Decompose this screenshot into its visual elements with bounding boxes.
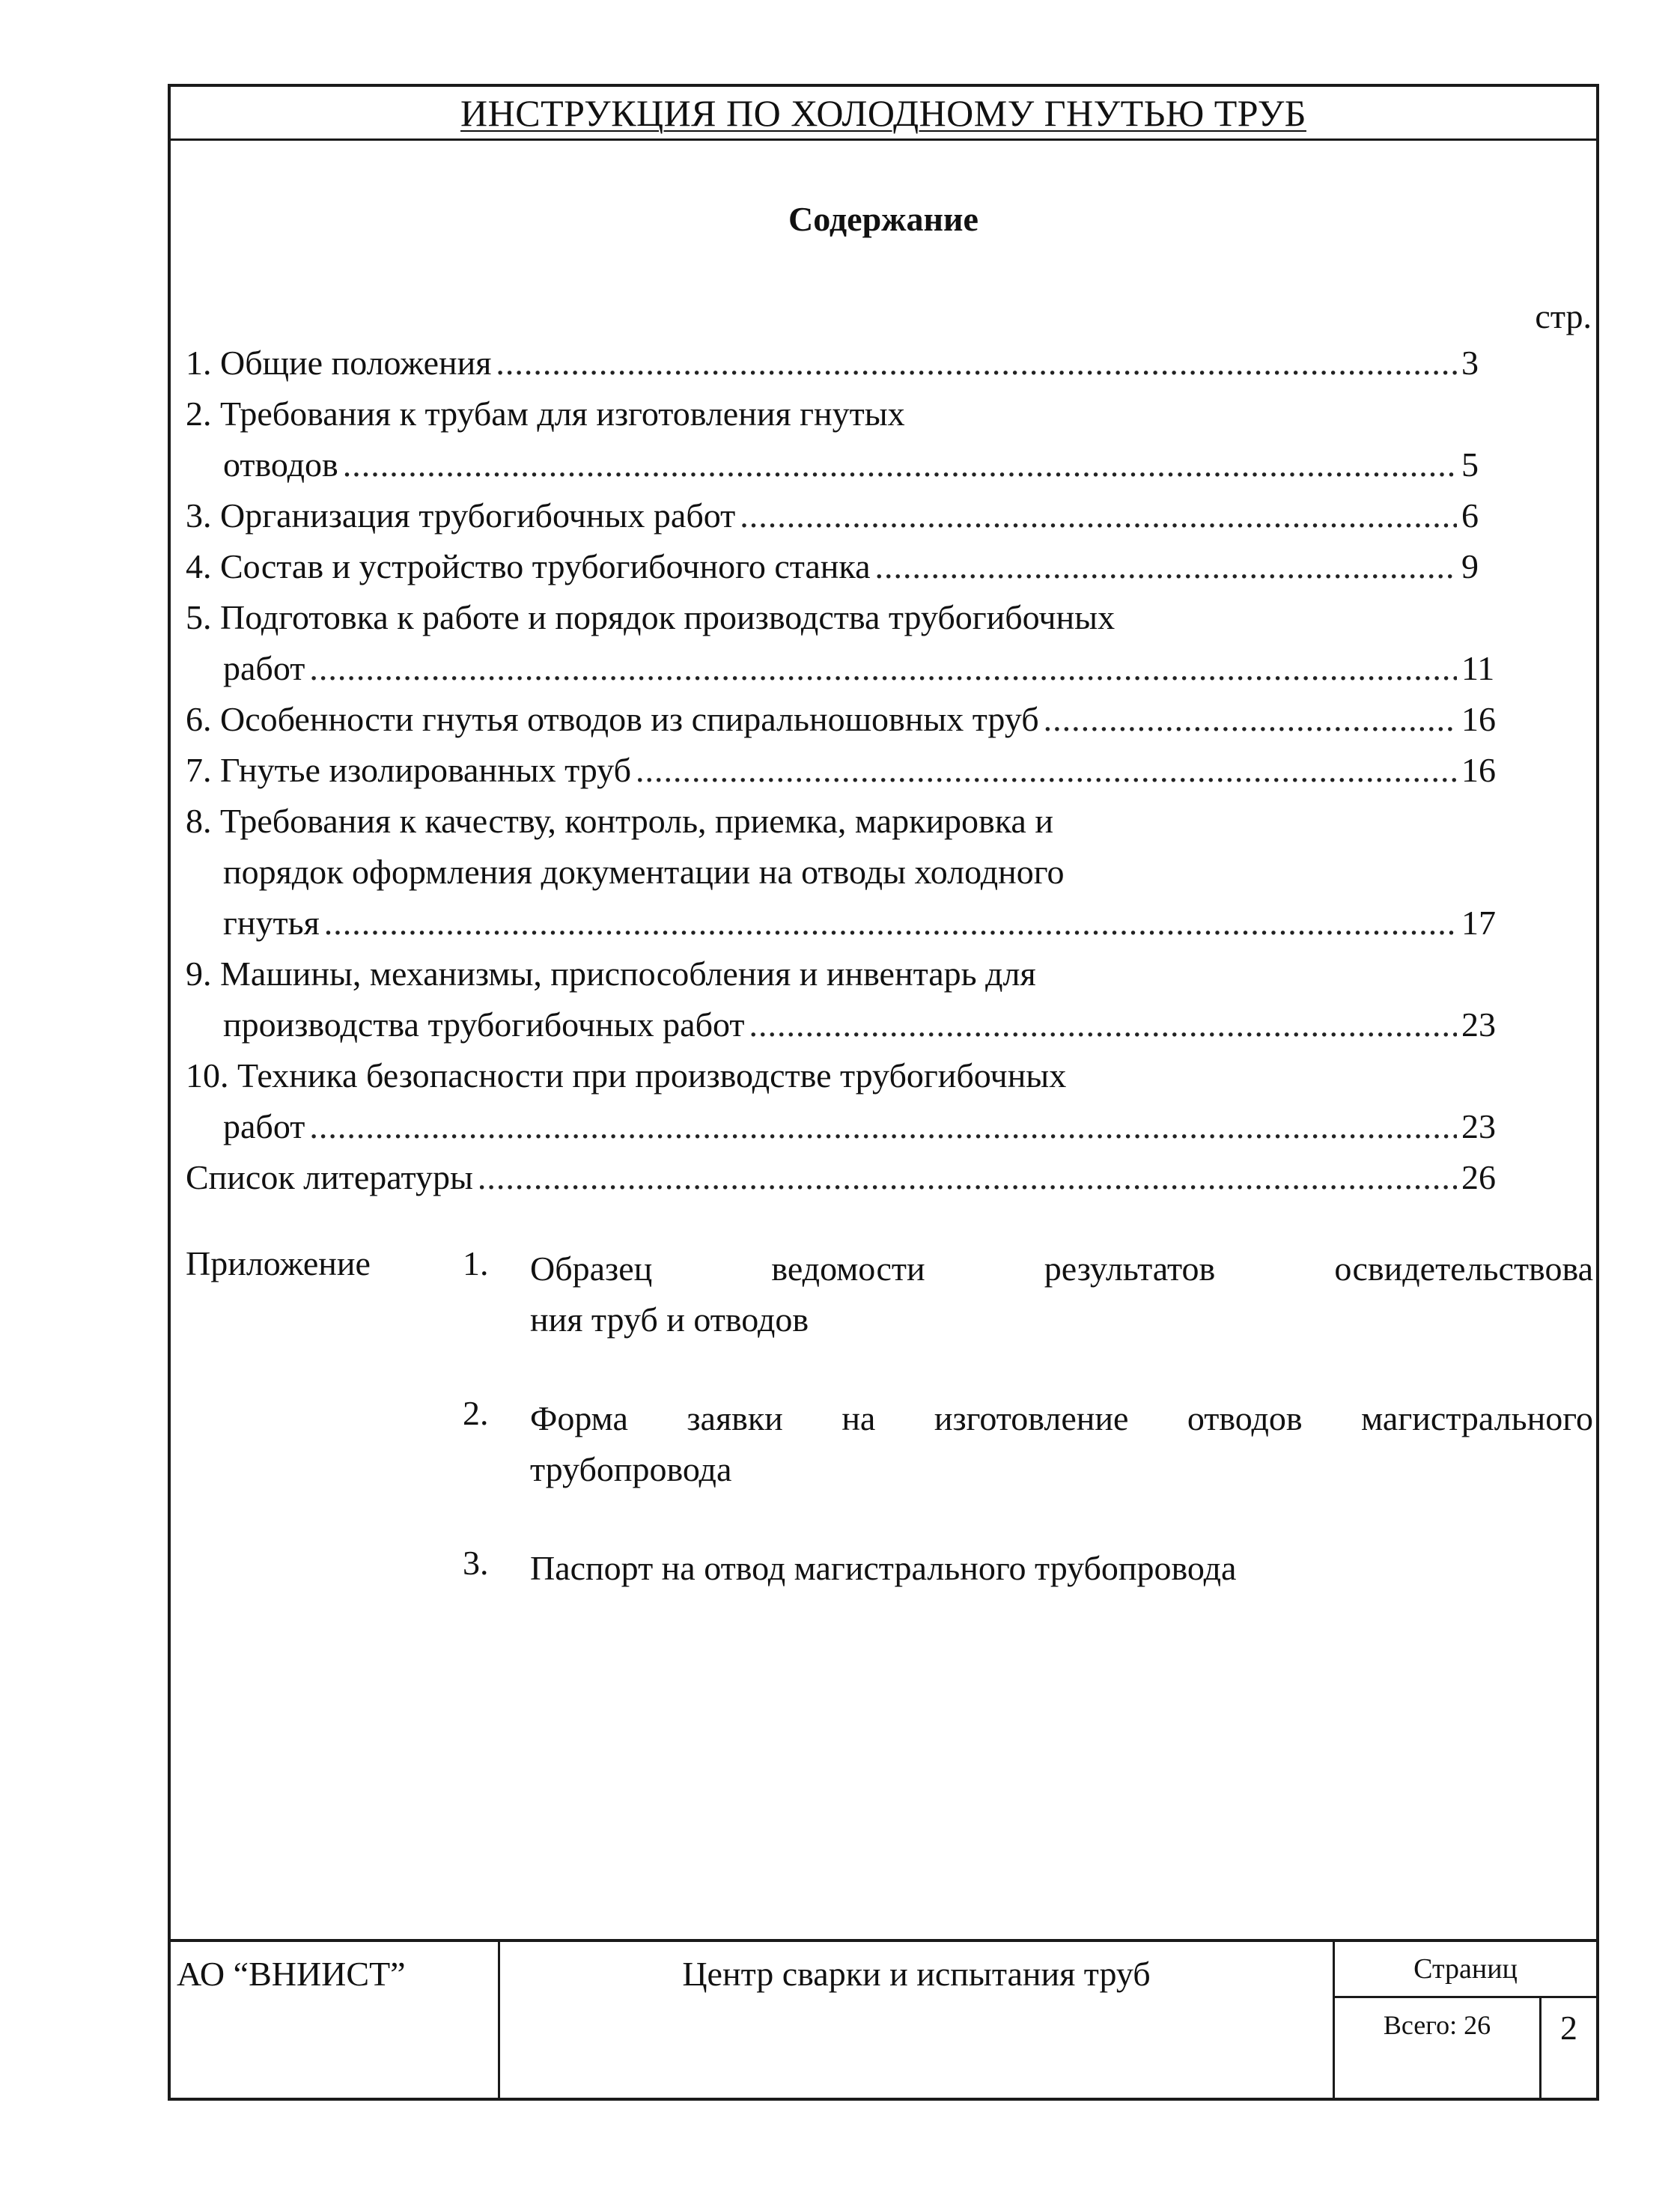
appendix-item-text [530, 1243, 1593, 1345]
toc-entry [186, 338, 1533, 389]
dot-leader [1044, 694, 1457, 745]
dot-leader [309, 643, 1457, 694]
toc-entry-page: 5 [1461, 445, 1479, 484]
toc-entry-line [186, 745, 1533, 796]
dot-leader [636, 745, 1457, 796]
toc-entry-text: 9. Машины, механизмы, приспособления и инвентарь для [186, 955, 1036, 993]
toc-entry-page: 16 [1461, 700, 1496, 738]
toc-entry-page: 23 [1461, 1005, 1496, 1044]
appendix-item-number: 2. [463, 1394, 489, 1432]
toc-entry-line [186, 1050, 1533, 1101]
appendix-item-text [530, 1543, 1593, 1594]
dot-leader [875, 541, 1458, 592]
toc-entry-text: гнутья [223, 904, 320, 942]
toc-entry-text: 10. Техника безопасности при производстве трубогибочных [186, 1056, 1067, 1095]
appendix-item-line: Форма заявки на изготовление отводов магистрального [530, 1399, 1593, 1437]
toc-entry-line [186, 592, 1533, 643]
table-of-contents [186, 338, 1533, 1203]
dot-leader [740, 490, 1457, 541]
appendix-item-line: Образец ведомости результатов освидетельствова [530, 1249, 1593, 1288]
toc-entry [186, 745, 1533, 796]
toc-entry-line [186, 490, 1533, 541]
toc-title: Содержание [788, 200, 979, 238]
toc-entry-line [186, 847, 1533, 898]
toc-entry-page: 11 [1461, 649, 1495, 687]
toc-entry-line [186, 796, 1533, 847]
toc-entry-line [186, 439, 1533, 490]
toc-entry-text: порядок оформления документации на отводы холодного [223, 853, 1065, 891]
toc-entry-text: работ [223, 1107, 305, 1145]
dot-leader [478, 1152, 1457, 1203]
document-header [171, 87, 1596, 141]
toc-entry-line [186, 338, 1533, 389]
toc-entry-page: 17 [1461, 904, 1496, 942]
toc-entry-text: 8. Требования к качеству, контроль, приемка, маркировка и [186, 802, 1053, 840]
page-column-label: стр. [1535, 297, 1592, 335]
dot-leader [309, 1101, 1457, 1152]
toc-entry-text: 6. Особенности гнутья отводов из спиральношовных труб [186, 700, 1039, 738]
toc-entry-line [186, 541, 1533, 592]
appendix-item-line: ния труб и отводов [530, 1300, 809, 1339]
toc-entry-text: работ [223, 649, 305, 687]
toc-entry-line [186, 898, 1533, 949]
dot-leader [343, 439, 1457, 490]
toc-entry-line [186, 1101, 1533, 1152]
toc-entry-text: производства трубогибочных работ [223, 1005, 745, 1044]
appendix-item-text [530, 1393, 1593, 1495]
toc-entry [186, 1152, 1533, 1203]
current-page-number: 2 [1560, 2009, 1577, 2047]
total-pages: Всего: 26 [1335, 1996, 1541, 2098]
appendix-item-line: трубопровода [530, 1450, 732, 1488]
pages-label: Страниц [1335, 1942, 1596, 1998]
toc-entry-text: 2. Требования к трубам для изготовления гнутых [186, 395, 905, 433]
toc-entry [186, 541, 1533, 592]
toc-entry-text: 1. Общие положения [186, 344, 492, 382]
dot-leader [749, 999, 1457, 1050]
toc-entry-page: 26 [1461, 1158, 1496, 1196]
document-title: ИНСТРУКЦИЯ ПО ХОЛОДНОМУ ГНУТЬЮ ТРУБ [460, 92, 1306, 134]
dot-leader [496, 338, 1457, 389]
toc-entry-text: 7. Гнутье изолированных труб [186, 751, 631, 789]
toc-entry-line [186, 389, 1533, 439]
appendix-item-number: 1. [463, 1244, 489, 1282]
toc-entry [186, 796, 1533, 949]
toc-entry-page: 9 [1461, 547, 1479, 585]
pages-block [1335, 1942, 1596, 2098]
organization-name: АО “ВНИИСТ” [171, 1942, 500, 2098]
toc-entry [186, 592, 1533, 694]
title-block [171, 1939, 1596, 2098]
department-name: Центр сварки и испытания труб [500, 1942, 1335, 2098]
toc-entry-text: 3. Организация трубогибочных работ [186, 496, 736, 535]
toc-entry-text: 5. Подготовка к работе и порядок производства трубогибочных [186, 598, 1116, 636]
toc-entry-page: 23 [1461, 1107, 1496, 1145]
toc-entry-page: 6 [1461, 496, 1479, 535]
toc-entry-page: 16 [1461, 751, 1496, 789]
toc-entry-text: Список литературы [186, 1158, 473, 1196]
toc-entry [186, 949, 1533, 1050]
toc-entry [186, 490, 1533, 541]
toc-entry-line [186, 949, 1533, 999]
appendix-item-line: Паспорт на отвод магистрального трубопровода [530, 1549, 1237, 1587]
toc-entry [186, 694, 1533, 745]
toc-entry-text: 4. Состав и устройство трубогибочного станка [186, 547, 871, 585]
toc-entry-line [186, 999, 1533, 1050]
appendix-item-number: 3. [463, 1544, 489, 1582]
appendix-label: Приложение [186, 1244, 371, 1282]
toc-entry-line [186, 643, 1533, 694]
toc-entry-line [186, 1152, 1533, 1203]
dot-leader [324, 898, 1457, 949]
toc-entry [186, 1050, 1533, 1152]
toc-entry-text: отводов [223, 445, 338, 484]
toc-entry-page: 3 [1461, 344, 1479, 382]
toc-entry [186, 389, 1533, 490]
document-page [168, 84, 1599, 2101]
toc-entry-line [186, 694, 1533, 745]
